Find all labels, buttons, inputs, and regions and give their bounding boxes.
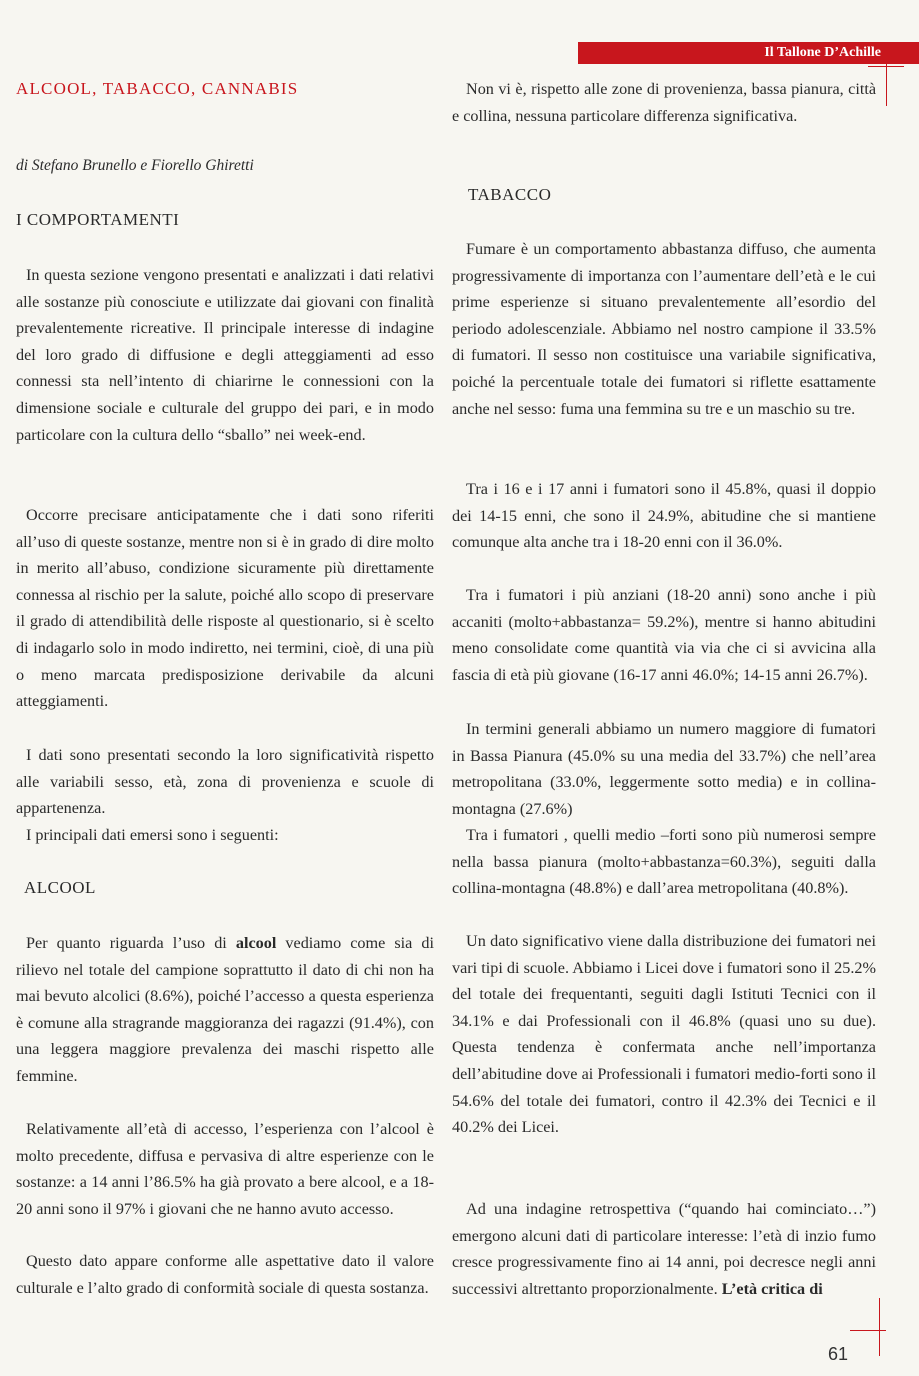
paragraph-tabacco-scuole: Un dato significativo viene dalla distribuzione dei fumatori nei vari tipi di scuole. Abbiamo i Licei dove i fumatori sono il 25.2% del totale dei frequentanti, seguiti dagli Istituti Tecnici con il 34.1% e dai Professionali con il 46.8% (quasi uno su due). Questa tendenza è confermata anche nell’importanza dell’abitudine dove ai Professionali i fumatori medio-forti sono il 54.6% del totale dei fumatori, contro il 42.3% dei Tecnici e il 40.2% dei Licei. (452, 932, 876, 1137)
paragraph-intro: In questa sezione vengono presentati e analizzati i dati relativi alle sostanze più conosciute e utilizzate dai giovani con finalità prevalentemente ricreative. Il principale interesse di indagine del loro grado di diffusione e degli atteggiamenti ad esso connessi sta nell’intento di chiarirne le connessioni con la dimensione sociale e culturale del gruppo dei pari, e in modo particolare con la cultura dello “sballo” nei week-end. (16, 266, 434, 444)
crop-mark-top-horizontal (868, 66, 904, 67)
paragraph-alcool-uso-pre: Per quanto riguarda l’uso di (26, 934, 236, 952)
heading-alcool: ALCOOL (24, 878, 96, 897)
paragraph-tabacco-retrospettiva (452, 1196, 876, 1302)
paragraph-tabacco-accaniti: Tra i fumatori i più anziani (18-20 anni) sono anche i più accaniti (molto+abbastanza= 59.2%), mentre si hanno abitudini meno consolidate come quantità via via che ci si avvicina alla fascia di età più giovane (16-17 anni 46.0%; 14-15 anni 26.7%). (452, 586, 876, 684)
paragraph-variabili: I dati sono presentati secondo la loro significatività rispetto alle variabili sesso, età, zona di provenienza e scuole di appartenenza. (16, 746, 434, 818)
crop-mark-bottom-horizontal (850, 1330, 886, 1331)
paragraph-alcool-eta: Relativamente all’età di accesso, l’esperienza con l’alcool è molto precedente, diffusa e pervasiva di altre esperienze con le sostanze: a 14 anni l’86.5% ha già provato a bere alcool, e a 18-20 anni sono il 97% i giovani che ne hanno avuto accesso. (16, 1120, 434, 1218)
paragraph-retrospettiva-text: Ad una indagine retrospettiva (“quando hai cominciato…”) emergono alcuni dati di particolare interesse: l’età di inzio fumo cresce progressivamente fino ai 14 anni, poi decresce negli anni successivi altrettanto proporzionalmente. (452, 1200, 876, 1298)
paragraph-dati-emersi: I principali dati emersi sono i seguenti: (26, 826, 279, 844)
page-number: 61 (828, 1344, 849, 1364)
paragraph-tabacco-eta: Tra i 16 e i 17 anni i fumatori sono il 45.8%, quasi il doppio dei 14-15 enni, che sono il 24.9%, abitudine che si mantiene comunque alta anche tra i 18-20 enni con il 36.0%. (452, 480, 876, 552)
paragraph-alcool-uso (16, 930, 434, 1090)
crop-mark-bottom (879, 1298, 880, 1356)
paragraph-tabacco-zone: In termini generali abbiamo un numero maggiore di fumatori in Bassa Pianura (45.0% su una media del 33.7%) che nell’area metropolitana (33.0%, leggermente sotto media) e in collina-montagna (27.6%) (452, 720, 876, 818)
paragraph-precisazione: Occorre precisare anticipatamente che i dati sono riferiti all’uso di queste sostanze, mentre non si è in grado di dire molto in merito all’abuso, condizione sicuramente più direttamente connessa al rischio per la salute, poiché allo scopo di preservare il grado di attendibilità delle risposte al questionario, si è scelto di indagarlo solo in modo indiretto, nei termini, cioè, di una più o meno marcata predisposizione derivabile da alcuni atteggiamenti. (16, 506, 434, 711)
paragraph-alcool-uso-post: vediamo come sia di rilievo nel totale del campione soprattutto il dato di chi non ha mai bevuto alcolici (8.6%), poiché l’accesso a questa esperienza è comune alla stragrande maggioranza dei ragazzi (91.4%), con una leggera maggiore prevalenza dei maschi rispetto alle femmine. (16, 934, 435, 1085)
paragraph-tabacco-diffusione: Fumare è un comportamento abbastanza diffuso, che aumenta progressivamente di importanza con l’aumentare dell’età e le cui prime esperienze si situano prevalentemente all’esordio del periodo adolescenziale. Abbiamo nel nostro campione il 33.5% di fumatori. Il sesso non costituisce una variabile significativa, poiché la percentuale totale dei fumatori si riflette esattamente anche nel sesso: fuma una femmina su tre e un maschio su tre. (452, 240, 876, 418)
paragraph-tabacco-medio-forti: Tra i fumatori , quelli medio –forti sono più numerosi sempre nella bassa pianura (molto+abbastanza=60.3%), seguiti dalla collina-montagna (48.8%) e dall’area metropolitana (40.8%). (452, 826, 876, 898)
paragraph-alcool-conformita: Questo dato appare conforme alle aspettative dato il valore culturale e l’alto grado di conformità sociale di questa sostanza. (16, 1252, 434, 1297)
article-title: ALCOOL, TABACCO, CANNABIS (16, 79, 299, 98)
section-header-banner (578, 42, 919, 64)
heading-comportamenti: I COMPORTAMENTI (16, 210, 180, 229)
paragraph-zone-provenienza: Non vi è, rispetto alle zone di provenienza, bassa pianura, città e collina, nessuna particolare differenza significativa. (452, 80, 876, 125)
heading-tabacco: TABACCO (468, 185, 552, 204)
article-byline: di Stefano Brunello e Fiorello Ghiretti (16, 157, 254, 174)
paragraph-alcool-uso-bold: alcool (235, 934, 277, 952)
crop-mark-top (886, 56, 887, 106)
paragraph-retrospettiva-bold: L’età critica di (721, 1279, 823, 1298)
section-title: Il Tallone D’Achille (764, 45, 881, 60)
